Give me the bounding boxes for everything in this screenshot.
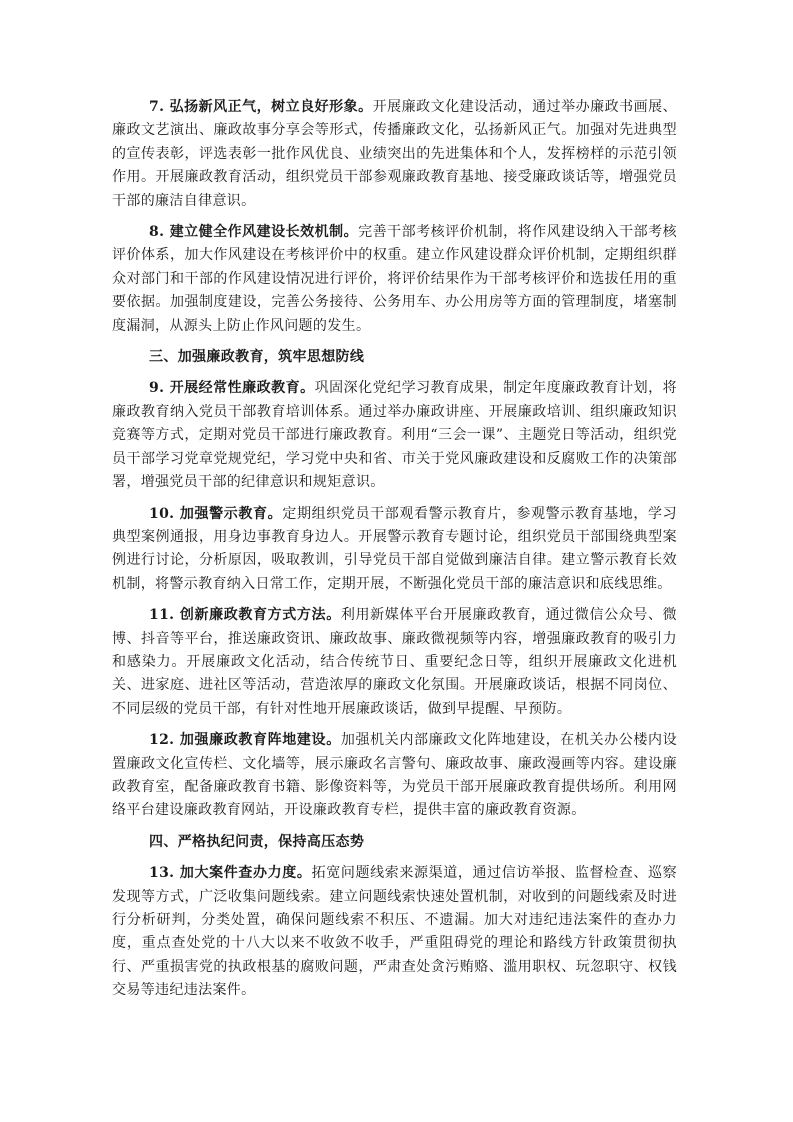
paragraph-body: 加强机关内部廉政文化阵地建设，在机关办公楼内设置廉政文化宣传栏、文化墙等，展示廉政名言警句、廉政故事、廉政漫画等内容。建设廉政教育室，配备廉政教育书籍、影像资料等，为党员干部开展廉政教育提供场所。利用网络平台建设廉政教育网站，开设廉政教育专栏，提供丰富的廉政教育资源。 [112, 732, 677, 819]
paragraph-lead: 13. 加大案件查办力度。 [149, 865, 312, 882]
paragraph-body: 巩固深化党纪学习教育成果，制定年度廉政教育计划，将廉政教育纳入党员干部教育培训体系。通过举办廉政讲座、开展廉政培训、组织廉政知识竞赛等方式，定期对党员干部进行廉政教育。利用“三会一课”、主题党日等活动，组织党员干部学习党章党规党纪，学习党中央和省、市关于党风廉政建设和反腐败工作的决策部署，增强党员干部的纪律意识和规矩意识。 [112, 380, 678, 491]
paragraph-8 [112, 221, 677, 338]
paragraph-11 [112, 604, 677, 721]
section-heading-3: 三、加强廉政教育，筑牢思想防线 [149, 349, 365, 366]
paragraph-9 [112, 377, 677, 494]
paragraph-lead: 12. 加强廉政教育阵地建设。 [149, 732, 341, 749]
paragraph-lead: 7. 弘扬新风正气，树立良好形象。 [149, 99, 373, 115]
paragraph-body: 开展廉政文化建设活动，通过举办廉政书画展、廉政文艺演出、廉政故事分享会等形式，传播廉政文化，弘扬新风正气。加强对先进典型的宣传表彰，评选表彰一批作风优良、业绩突出的先进集体和个人，发挥榜样的示范引领作用。开展廉政教育活动，组织党员干部参观廉政教育基地、接受廉政谈话等，增强党员干部的廉洁自律意识。 [112, 99, 677, 209]
paragraph-10 [112, 503, 677, 597]
paragraph-13 [112, 862, 677, 1002]
paragraph-lead: 9. 开展经常性廉政教育。 [149, 380, 315, 397]
document-page [112, 96, 677, 1011]
paragraph-lead: 10. 加强警示教育。 [149, 505, 283, 522]
paragraph-body: 定期组织党员干部观看警示教育片，参观警示教育基地，学习典型案例通报，用身边事教育身边人。开展警示教育专题讨论，组织党员干部围绕典型案例进行讨论，分析原因，吸取教训，引导党员干部自觉做到廉洁自律。建立警示教育长效机制，将警示教育纳入日常工作，定期开展，不断强化党员干部的廉洁意识和底线思维。 [112, 505, 677, 592]
section-heading-4: 四、严格执纪问责，保持高压态势 [149, 833, 365, 850]
paragraph-body: 利用新媒体平台开展廉政教育，通过微信公众号、微博、抖音等平台，推送廉政资讯、廉政故事、廉政微视频等内容，增强廉政教育的吸引力和感染力。开展廉政文化活动，结合传统节日、重要纪念日等，组织开展廉政文化进机关、进家庭、进社区等活动，营造浓厚的廉政文化氛围。开展廉政谈话，根据不同岗位、不同层级的党员干部，有针对性地开展廉政谈话，做到早提醒、早预防。 [112, 607, 677, 717]
paragraph-12 [112, 729, 677, 823]
paragraph-7 [112, 96, 677, 213]
paragraph-body: 拓宽问题线索来源渠道，通过信访举报、监督检查、巡察发现等方式，广泛收集问题线索。建立问题线索快速处置机制，对收到的问题线索及时进行分析研判，分类处置，确保问题线索不积压、不遗漏。加大对违纪违法案件的查办力度，重点查处党的十八大以来不收敛不收手，严重阻碍党的理论和路线方针政策贯彻执行、严重损害党的执政根基的腐败问题，严肃查处贪污贿赂、滥用职权、玩忽职守、权钱交易等违纪违法案件。 [112, 865, 678, 999]
paragraph-lead: 11. 创新廉政教育方式方法。 [149, 607, 341, 624]
paragraph-lead: 8. 建立健全作风建设长效机制。 [149, 224, 359, 241]
paragraph-body: 完善干部考核评价机制，将作风建设纳入干部考核评价体系，加大作风建设在考核评价中的权重。建立作风建设群众评价机制，定期组织群众对部门和干部的作风建设情况进行评价，将评价结果作为干部考核评价和选拔任用的重要依据。加强制度建设，完善公务接待、公务用车、办公用房等方面的管理制度，堵塞制度漏洞，从源头上防止作风问题的发生。 [112, 224, 677, 334]
